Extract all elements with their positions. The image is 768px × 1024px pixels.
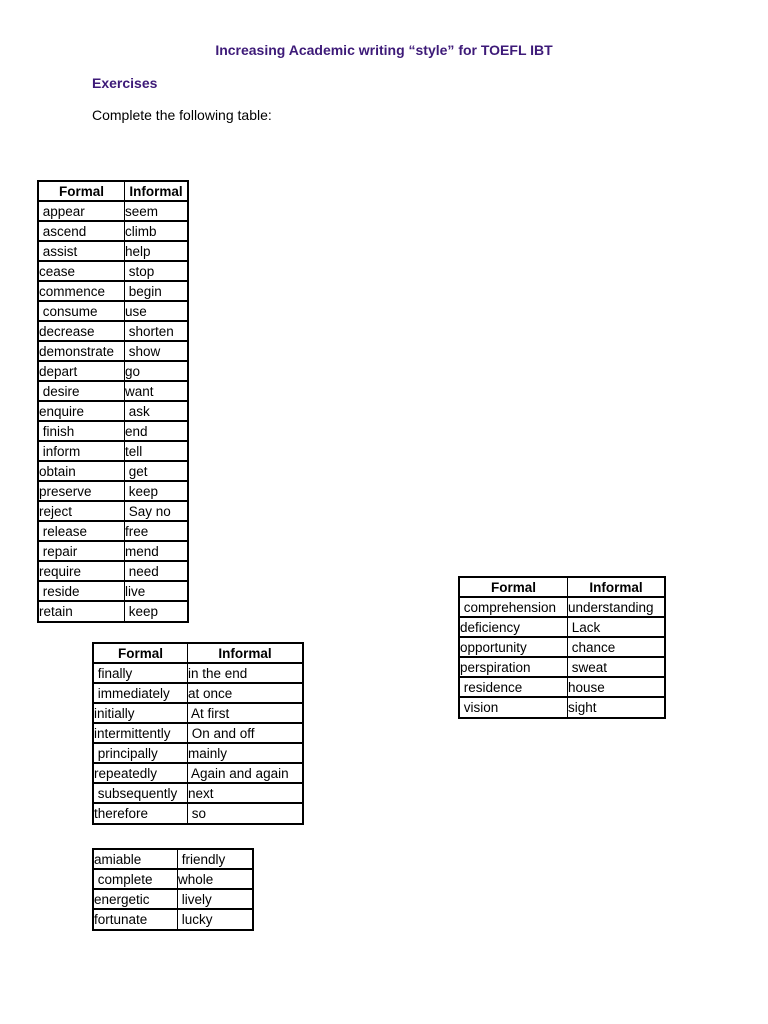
informal-word-cell: Lack [568, 618, 664, 638]
formal-word-cell: demonstrate [39, 342, 125, 362]
formal-word-cell: opportunity [460, 638, 568, 658]
table-row [39, 422, 187, 442]
word-table-1 [37, 180, 189, 623]
formal-word-cell: obtain [39, 462, 125, 482]
formal-word-cell: reside [39, 582, 125, 602]
table-row [39, 362, 187, 382]
formal-word-cell: comprehension [460, 598, 568, 618]
informal-word-cell: house [568, 678, 664, 698]
formal-word-cell: commence [39, 282, 125, 302]
informal-word-cell: At first [188, 704, 302, 724]
formal-word-cell: finally [94, 664, 188, 684]
formal-word-cell: depart [39, 362, 125, 382]
informal-word-cell: so [188, 806, 207, 821]
table-row [39, 482, 187, 502]
formal-word-cell: enquire [39, 402, 125, 422]
formal-word-cell: consume [39, 302, 125, 322]
informal-header: Informal [125, 182, 187, 202]
informal-word-cell: get [125, 462, 187, 482]
informal-word-cell: climb [125, 222, 187, 242]
informal-word-cell: mend [125, 542, 187, 562]
table-row [94, 870, 252, 890]
table-row [460, 638, 664, 658]
table-row [39, 462, 187, 482]
formal-word-cell: retain [39, 602, 125, 621]
informal-word-cell: keep [125, 604, 159, 619]
table-row [39, 402, 187, 422]
formal-word-cell: inform [39, 442, 125, 462]
formal-word-cell: repair [39, 542, 125, 562]
table-row [94, 704, 302, 724]
formal-word-cell: intermittently [94, 724, 188, 744]
formal-word-cell: release [39, 522, 125, 542]
table-row [39, 242, 187, 262]
table-row [39, 442, 187, 462]
informal-header: Informal [568, 578, 664, 598]
formal-word-cell: perspiration [460, 658, 568, 678]
informal-word-cell: at once [188, 684, 302, 704]
informal-word-cell: keep [125, 482, 187, 502]
informal-word-cell: begin [125, 282, 187, 302]
formal-word-cell: assist [39, 242, 125, 262]
table-row [460, 698, 664, 717]
informal-header: Informal [188, 644, 302, 664]
formal-header: Formal [460, 578, 568, 598]
informal-word-cell: tell [125, 442, 187, 462]
table-row [39, 542, 187, 562]
word-table-4 [92, 848, 254, 931]
formal-word-cell: vision [460, 698, 568, 717]
instruction-text: Complete the following table: [92, 107, 272, 123]
exercises-heading: Exercises [92, 75, 158, 91]
table-row [39, 302, 187, 322]
table-row [94, 684, 302, 704]
informal-word-cell: whole [178, 870, 252, 890]
formal-word-cell: deficiency [460, 618, 568, 638]
table-row [460, 618, 664, 638]
table-row [39, 202, 187, 222]
informal-word-cell: lucky [178, 912, 213, 927]
informal-word-cell: On and off [188, 724, 302, 744]
informal-word-cell: free [125, 522, 187, 542]
informal-word-cell: sight [568, 700, 597, 715]
informal-word-cell: chance [568, 638, 664, 658]
formal-word-cell: repeatedly [94, 764, 188, 784]
formal-word-cell: principally [94, 744, 188, 764]
header-row [94, 644, 302, 664]
table-row [39, 222, 187, 242]
table-row [39, 342, 187, 362]
formal-word-cell: immediately [94, 684, 188, 704]
formal-word-cell: appear [39, 202, 125, 222]
informal-word-cell: show [125, 342, 187, 362]
word-table-2 [92, 642, 304, 825]
table-row [39, 522, 187, 542]
table-row [39, 282, 187, 302]
table-row [39, 602, 187, 621]
table-row [460, 678, 664, 698]
formal-word-cell: ascend [39, 222, 125, 242]
formal-word-cell: decrease [39, 322, 125, 342]
table-row [94, 784, 302, 804]
formal-word-cell: amiable [94, 850, 178, 870]
informal-word-cell: need [125, 562, 187, 582]
formal-word-cell: finish [39, 422, 125, 442]
formal-word-cell: cease [39, 262, 125, 282]
informal-word-cell: use [125, 302, 187, 322]
informal-word-cell: friendly [178, 850, 252, 870]
table-row [94, 764, 302, 784]
table-row [94, 890, 252, 910]
formal-header: Formal [39, 182, 125, 202]
table-row [39, 502, 187, 522]
formal-word-cell: require [39, 562, 125, 582]
header-row [39, 182, 187, 202]
informal-word-cell: understanding [568, 598, 664, 618]
table-row [39, 582, 187, 602]
table-row [39, 562, 187, 582]
table-row [460, 598, 664, 618]
formal-word-cell: preserve [39, 482, 125, 502]
informal-word-cell: mainly [188, 744, 302, 764]
formal-word-cell: residence [460, 678, 568, 698]
formal-word-cell: initially [94, 704, 188, 724]
table-row [94, 664, 302, 684]
table-row [39, 322, 187, 342]
formal-word-cell: energetic [94, 890, 178, 910]
informal-word-cell: seem [125, 202, 187, 222]
formal-header: Formal [94, 644, 188, 664]
table-row [94, 850, 252, 870]
informal-word-cell: in the end [188, 664, 302, 684]
informal-word-cell: sweat [568, 658, 664, 678]
formal-word-cell: therefore [94, 804, 188, 823]
table-row [94, 804, 302, 823]
informal-word-cell: lively [178, 890, 252, 910]
informal-word-cell: next [188, 784, 302, 804]
table-row [460, 658, 664, 678]
formal-word-cell: complete [94, 870, 178, 890]
formal-word-cell: desire [39, 382, 125, 402]
informal-word-cell: stop [125, 262, 187, 282]
informal-word-cell: live [125, 582, 187, 602]
word-table-3 [458, 576, 666, 719]
table-row [94, 910, 252, 929]
table-row [94, 744, 302, 764]
document-title: Increasing Academic writing “style” for TOEFL IBT [215, 42, 553, 58]
informal-word-cell: Say no [125, 502, 187, 522]
informal-word-cell: Again and again [188, 764, 302, 784]
informal-word-cell: ask [125, 402, 187, 422]
header-row [460, 578, 664, 598]
informal-word-cell: end [125, 422, 187, 442]
table-row [94, 724, 302, 744]
formal-word-cell: fortunate [94, 910, 178, 929]
informal-word-cell: help [125, 242, 187, 262]
table-row [39, 262, 187, 282]
formal-word-cell: reject [39, 502, 125, 522]
formal-word-cell: subsequently [94, 784, 188, 804]
table-row [39, 382, 187, 402]
informal-word-cell: go [125, 362, 187, 382]
informal-word-cell: want [125, 382, 187, 402]
informal-word-cell: shorten [125, 322, 187, 342]
